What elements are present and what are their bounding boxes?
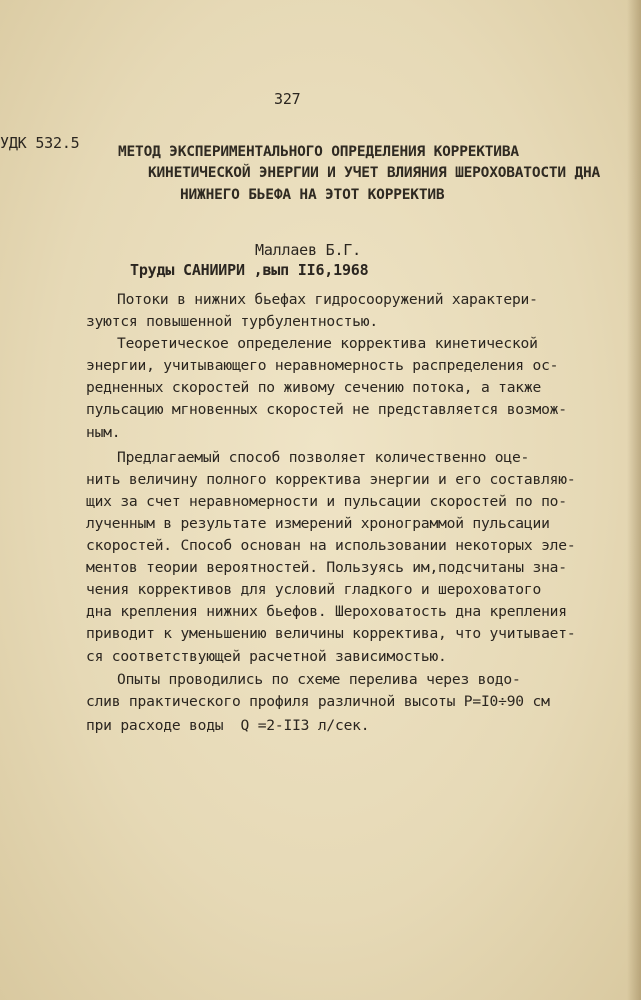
body-line: зуются повышенной турбулентностью.	[86, 313, 378, 330]
body-line: щих за счет неравномерности и пульсации скоростей по по-	[86, 493, 567, 510]
body-line: ся соответствующей расчетной зависимостью.	[86, 648, 447, 665]
source-citation: Труды САНИИРИ ,вып II6,1968	[130, 261, 369, 279]
body-line: при расходе воды Q =2-II3 л/сек.	[86, 717, 370, 734]
author: Маллаев Б.Г.	[255, 241, 361, 259]
body-line: Опыты проводились по схеме перелива через водо-	[117, 671, 521, 688]
body-line: приводит к уменьшению величины корректива, что учитывает-	[86, 625, 576, 642]
body-line: Потоки в нижних бьефах гидросооружений характери-	[117, 291, 538, 308]
title-line-3: НИЖНЕГО БЬЕФА НА ЭТОТ КОРРЕКТИВ	[180, 187, 445, 203]
page-edge-shadow	[627, 0, 641, 1000]
body-line: ментов теории вероятностей. Пользуясь им,подсчитаны зна-	[86, 559, 567, 576]
body-line: чения коррективов для условий гладкого и шероховатого	[86, 581, 542, 598]
title-line-2: КИНЕТИЧЕСКОЙ ЭНЕРГИИ И УЧЕТ ВЛИЯНИЯ ШЕРОХОВАТОСТИ ДНА	[148, 165, 601, 181]
body-line: пульсацию мгновенных скоростей не представляется возмож-	[86, 401, 567, 418]
body-line: редненных скоростей по живому сечению потока, а также	[86, 379, 542, 396]
body-line: слив практического профиля различной высоты Р=I0÷90 см	[86, 693, 550, 710]
body-line: нить величину полного корректива энергии и его составляю-	[86, 471, 576, 488]
body-line: дна крепления нижних бьефов. Шероховатость дна крепления	[86, 603, 567, 620]
udk-code: УДК 532.5	[0, 134, 80, 152]
body-line: скоростей. Способ основан на использовании некоторых эле-	[86, 537, 576, 554]
page-number: 327	[274, 90, 301, 108]
body-line: ным.	[86, 424, 121, 441]
body-line: лученным в результате измерений хронограммой пульсации	[86, 515, 550, 532]
body-line: Теоретическое определение корректива кинетической	[117, 335, 538, 352]
body-line: энергии, учитывающего неравномерность распределения ос-	[86, 357, 559, 374]
title-line-1: МЕТОД ЭКСПЕРИМЕНТАЛЬНОГО ОПРЕДЕЛЕНИЯ КОРРЕКТИВА	[118, 144, 519, 160]
body-line: Предлагаемый способ позволяет количественно оце-	[117, 449, 530, 466]
